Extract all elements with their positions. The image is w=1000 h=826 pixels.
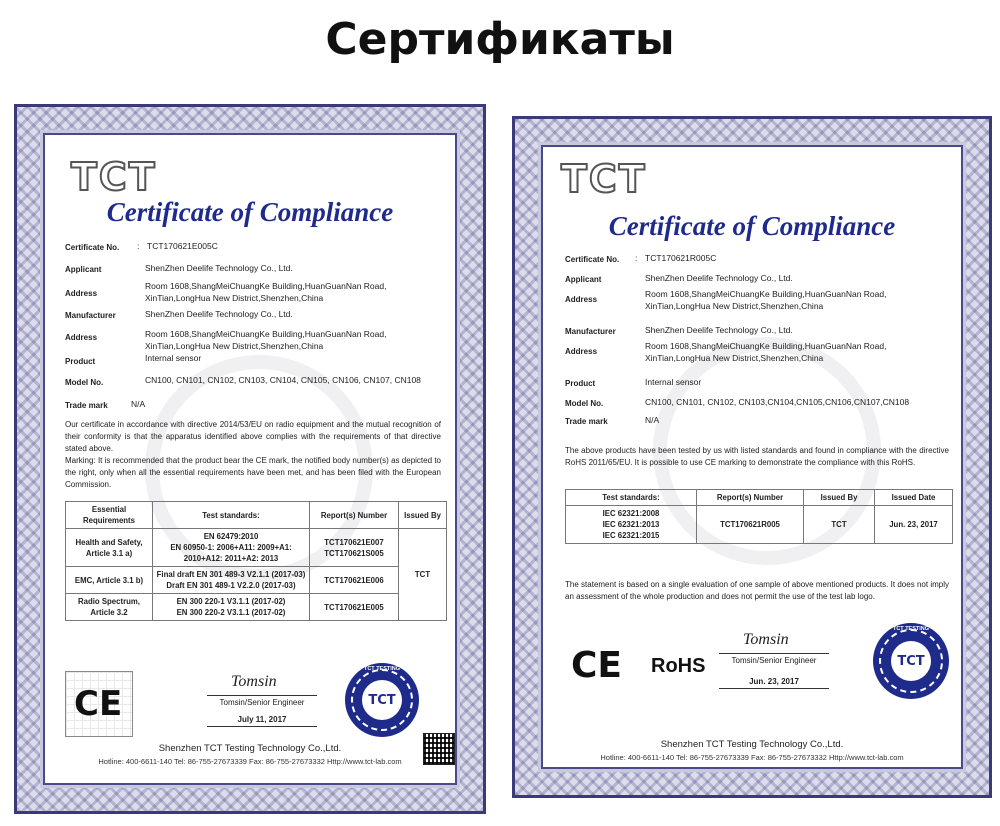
cell-standard: Draft EN 301 489-1 V2.2.0 (2017-03) (166, 581, 296, 590)
address-label: Address (65, 289, 98, 298)
cell-standard: IEC 62321:2008 (602, 509, 660, 518)
manufacturer-label: Manufacturer (65, 311, 116, 320)
model-numbers: CN100, CN101, CN102, CN103,CN104,CN105,CN106,CN107,CN108 (645, 397, 910, 407)
page-title: Сертификаты (325, 14, 675, 65)
manufacturer-address-line2: XinTian,LongHua New District,Shenzhen,China (645, 353, 824, 363)
cell-requirement: Radio Spectrum, Article 3.2 (66, 594, 153, 621)
seal-ring-text: TCT TESTING (363, 666, 401, 672)
th-requirements: Essential Requirements (66, 502, 153, 529)
footer-contacts: Hotline: 400-6611-140 Tel: 86-755-27673339 Fax: 86-755-27673332 Http://www.tct-lab.com (600, 753, 904, 762)
th-issued-by: Issued By (399, 502, 447, 529)
seal-ring-text: TCT TESTING (892, 626, 930, 632)
tct-logo: TCT (71, 155, 157, 199)
signature: Tomsin (743, 631, 789, 648)
applicant: ShenZhen Deelife Technology Co., Ltd. (145, 263, 293, 273)
cell-issued-date: Jun. 23, 2017 (875, 506, 953, 544)
table-row (566, 506, 953, 544)
cell-standard: EN 62479:2010 (203, 532, 259, 541)
rohs-compliance-paragraph: The above products have been tested by us with listed standards and found in compliance with the directive RoHS 2011/65/EU. It is possible to use CE marking to demonstrate the compliance with this RoHS. (565, 446, 949, 467)
th-issued-date: Issued Date (875, 490, 953, 506)
product-label: Product (565, 379, 596, 388)
product: Internal sensor (145, 353, 202, 363)
th-standards: Test standards: (153, 502, 310, 529)
sign-date: July 11, 2017 (207, 715, 317, 727)
standards-table (65, 501, 447, 621)
trademark-label: Trade mark (565, 417, 608, 426)
cell-standard: Final draft EN 301 489-3 V2.1.1 (2017-03) (156, 570, 306, 579)
certificate-no: TCT170621E005C (147, 241, 218, 251)
th-report: Report(s) Number (310, 502, 399, 529)
rohs-logo: RoHS (651, 655, 706, 677)
certificate-rohs-document (512, 116, 992, 798)
cell-standard: EN 300 220-1 V3.1.1 (2017-02) (176, 597, 286, 606)
footer-company: Shenzhen TCT Testing Technology Co.,Ltd. (158, 743, 342, 754)
conformity-paragraph: Our certificate in accordance with directive 2014/53/EU on radio equipment and the mutual recognition of their conformity is that the apparatus identified above complies with the requirements of that directive stated above. (65, 420, 441, 453)
statement-paragraph: The statement is based on a single evaluation of one sample of above mentioned products. It does not imply an assessment of the whole production and does not permit the use of the test lab logo. (565, 580, 949, 601)
manufacturer-address-label: Address (65, 333, 98, 342)
tct-logo: TCT (561, 157, 647, 201)
certificate-title: Certificate of Compliance (608, 211, 896, 241)
ce-mark-text: CE (571, 645, 623, 686)
certificate-ce-document (14, 104, 486, 814)
certificate-body (541, 145, 963, 769)
manufacturer: ShenZhen Deelife Technology Co., Ltd. (645, 325, 793, 335)
sign-date: Jun. 23, 2017 (719, 677, 829, 689)
address-line1: Room 1608,ShangMeiChuangKe Building,HuanGuanNan Road, (645, 289, 887, 299)
product: Internal sensor (645, 377, 702, 387)
manufacturer-label: Manufacturer (565, 327, 616, 336)
cell-report: TCT170621E005 (310, 594, 399, 621)
trademark-label: Trade mark (65, 401, 108, 410)
certificate-no-colon: : (137, 241, 140, 251)
address-line2: XinTian,LongHua New District,Shenzhen,China (145, 293, 324, 303)
standards-table (565, 489, 953, 544)
manufacturer-address-line1: Room 1608,ShangMeiChuangKe Building,HuanGuanNan Road, (645, 341, 887, 351)
address-label: Address (565, 295, 598, 304)
footer-company: Shenzhen TCT Testing Technology Co.,Ltd. (660, 739, 844, 750)
th-report: Report(s) Number (697, 490, 804, 506)
seal-text: TCT (368, 692, 396, 708)
table-row (66, 594, 447, 621)
model-label: Model No. (565, 399, 604, 408)
cell-report: TCT170621E006 (310, 567, 399, 594)
manufacturer: ShenZhen Deelife Technology Co., Ltd. (145, 309, 293, 319)
certificate-no: TCT170621R005C (645, 253, 717, 263)
certificate-no-colon: : (635, 253, 638, 263)
cell-standard: IEC 62321:2013 (602, 520, 660, 529)
th-issued-by: Issued By (804, 490, 875, 506)
manufacturer-address-line1: Room 1608,ShangMeiChuangKe Building,HuanGuanNan Road, (145, 329, 387, 339)
table-row (66, 567, 447, 594)
cell-issued-by: TCT (399, 529, 447, 621)
applicant: ShenZhen Deelife Technology Co., Ltd. (645, 273, 793, 283)
tct-seal-icon (345, 663, 419, 737)
address-line2: XinTian,LongHua New District,Shenzhen,China (645, 301, 824, 311)
cell-report: TCT170621R005 (697, 506, 804, 544)
tct-seal-icon (873, 623, 949, 699)
manufacturer-address-label: Address (565, 347, 598, 356)
cell-standard: EN 60950-1: 2006+A11: 2009+A1: 2010+A12: 2011+A2: 2013 (170, 543, 292, 563)
trademark: N/A (131, 399, 146, 409)
model-numbers: CN100, CN101, CN102, CN103, CN104, CN105, CN106, CN107, CN108 (145, 375, 421, 385)
table-row (66, 529, 447, 567)
cell-requirement: EMC, Article 3.1 b) (66, 567, 153, 594)
cell-standard: IEC 62321:2015 (602, 531, 660, 540)
certificate-no-label: Certificate No. (65, 243, 120, 252)
trademark: N/A (645, 415, 660, 425)
signer-title: Tomsin/Senior Engineer (719, 653, 829, 665)
signer-title: Tomsin/Senior Engineer (207, 695, 317, 707)
qr-code-icon (423, 733, 455, 765)
model-label: Model No. (65, 378, 104, 387)
manufacturer-address-line2: XinTian,LongHua New District,Shenzhen,China (145, 341, 324, 351)
certificate-no-label: Certificate No. (565, 255, 620, 264)
ce-mark-icon (65, 671, 133, 737)
certificate-title: Certificate of Compliance (106, 197, 394, 227)
footer-contacts: Hotline: 400-6611-140 Tel: 86-755-27673339 Fax: 86-755-27673332 Http://www.tct-lab.com (98, 757, 402, 766)
ce-mark-text: CE (74, 684, 123, 724)
product-label: Product (65, 357, 96, 366)
signature: Tomsin (231, 673, 277, 690)
cell-issued-by: TCT (804, 506, 875, 544)
cell-report: TCT170621E007 (324, 537, 384, 547)
cell-report: TCT170621S005 (324, 548, 384, 558)
certificate-body (43, 133, 457, 785)
address-line1: Room 1608,ShangMeiChuangKe Building,HuanGuanNan Road, (145, 281, 387, 291)
seal-text: TCT (897, 653, 925, 669)
applicant-label: Applicant (565, 275, 602, 284)
cell-requirement: Health and Safety, Article 3.1 a) (66, 529, 153, 567)
cell-standard: EN 300 220-2 V3.1.1 (2017-02) (176, 608, 286, 617)
th-standards: Test standards: (566, 490, 697, 506)
ce-mark-icon (565, 641, 633, 695)
marking-paragraph: Marking: It is recommended that the product bear the CE mark, the notified body number(s) as depicted to the right, only when all the essential requirements have been met, and has been filed with the European Commission. (65, 456, 441, 489)
applicant-label: Applicant (65, 265, 102, 274)
